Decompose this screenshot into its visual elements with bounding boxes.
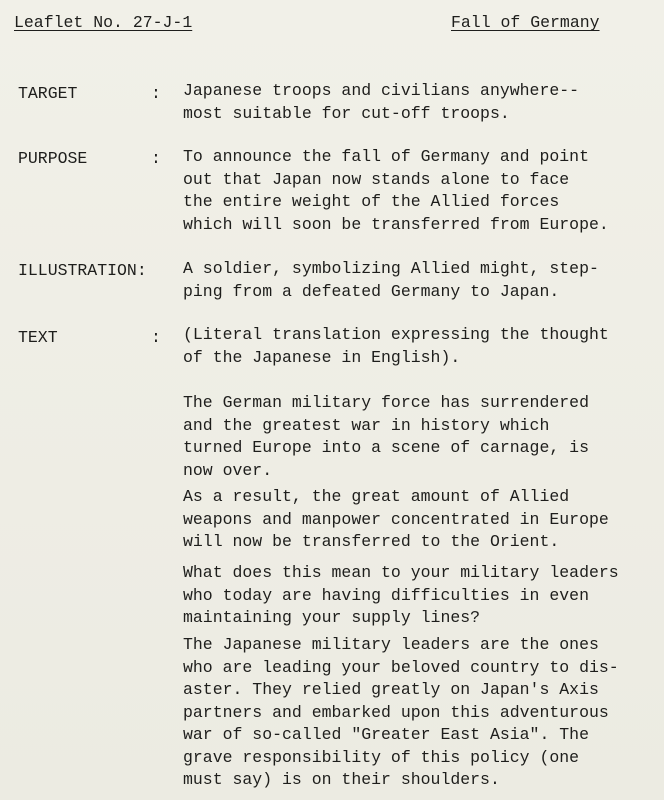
text-line: turned Europe into a scene of carnage, is bbox=[183, 438, 589, 457]
text-line: the entire weight of the Allied forces bbox=[183, 192, 560, 211]
text-line: weapons and manpower concentrated in Europe bbox=[183, 509, 609, 529]
target-text bbox=[183, 80, 653, 125]
text-line: must say) is on their shoulders. bbox=[183, 770, 500, 789]
body-paragraph-4 bbox=[183, 634, 653, 792]
text-line: war of so-called "Greater East Asia". The bbox=[183, 725, 589, 744]
illustration-text bbox=[183, 258, 653, 303]
text-line: As a result, the great amount of Allied bbox=[183, 487, 570, 506]
body-paragraph-2 bbox=[183, 486, 653, 554]
text-colon: : bbox=[151, 328, 161, 347]
text-line: The German military force has surrendered bbox=[183, 393, 589, 412]
purpose-label: PURPOSE bbox=[18, 149, 88, 168]
text-line: of the Japanese in English). bbox=[183, 347, 461, 367]
target-label: TARGET bbox=[18, 84, 78, 103]
text-line: aster. They relied greatly on Japan's Axis bbox=[183, 680, 599, 699]
text-line: A soldier, symbolizing Allied might, step- bbox=[183, 259, 599, 278]
illustration-label: ILLUSTRATION: bbox=[18, 261, 147, 280]
text-line: which will soon be transferred from Europe. bbox=[183, 214, 609, 234]
text-line: Japanese troops and civilians anywhere-- bbox=[183, 81, 580, 100]
text-line: To announce the fall of Germany and point bbox=[183, 147, 589, 166]
leaflet-title: Fall of Germany bbox=[451, 13, 600, 32]
text-line: ping from a defeated Germany to Japan. bbox=[183, 281, 560, 301]
text-line: and the greatest war in history which bbox=[183, 415, 550, 435]
text-line: will now be transferred to the Orient. bbox=[183, 532, 560, 551]
text-line: most suitable for cut-off troops. bbox=[183, 103, 510, 123]
text-line: maintaining your supply lines? bbox=[183, 608, 481, 627]
leaflet-number: Leaflet No. 27-J-1 bbox=[14, 13, 193, 32]
text-line: now over. bbox=[183, 460, 273, 480]
body-paragraph-1 bbox=[183, 392, 653, 482]
body-paragraph-3 bbox=[183, 562, 653, 630]
text-line: grave responsibility of this policy (one bbox=[183, 747, 580, 767]
text-line: who are leading your beloved country to dis- bbox=[183, 657, 619, 677]
text-intro bbox=[183, 324, 653, 369]
text-line: partners and embarked upon this adventurous bbox=[183, 702, 609, 722]
text-line: What does this mean to your military leaders bbox=[183, 563, 619, 582]
text-line: out that Japan now stands alone to face bbox=[183, 169, 570, 189]
text-label: TEXT bbox=[18, 328, 58, 347]
target-colon: : bbox=[151, 84, 161, 103]
text-line: The Japanese military leaders are the ones bbox=[183, 635, 599, 654]
text-line: who today are having difficulties in even bbox=[183, 585, 589, 605]
purpose-text bbox=[183, 146, 653, 236]
purpose-colon: : bbox=[151, 149, 161, 168]
text-line: (Literal translation expressing the thought bbox=[183, 325, 609, 344]
